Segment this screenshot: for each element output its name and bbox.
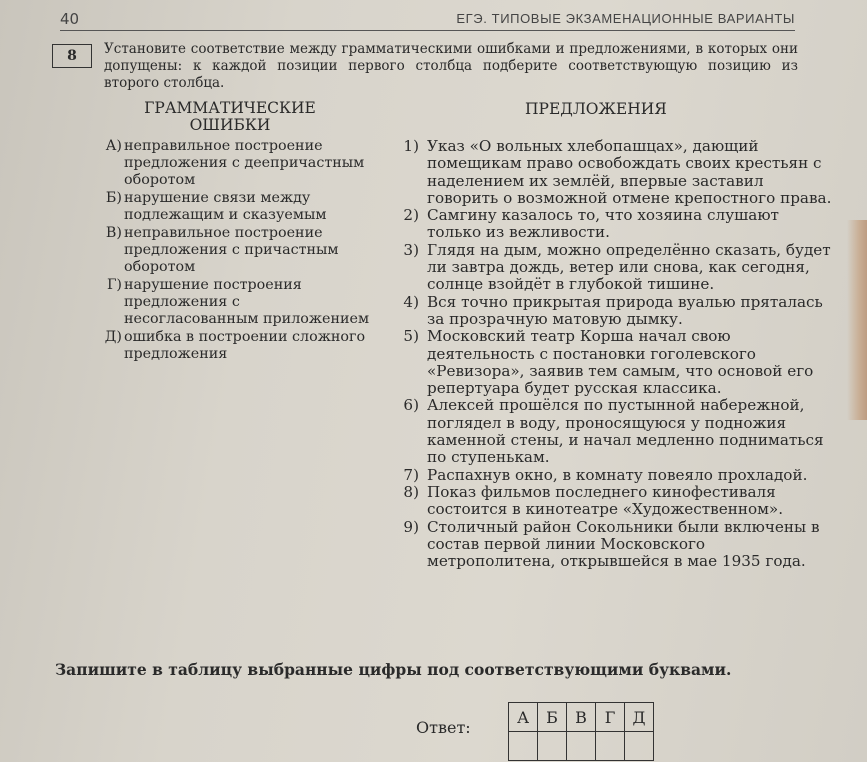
sentence-item bbox=[395, 484, 835, 519]
sentence-text: Московский театр Корша начал свою деятельность с постановки гоголевского «Ревизора», заявив тем самым, что основой его репертуара будет русская классика. bbox=[427, 327, 814, 398]
task-number-box: 8 bbox=[52, 44, 92, 68]
sentence-marker: 1) bbox=[403, 137, 419, 155]
answer-letter-cell: Д bbox=[625, 703, 654, 732]
sentence-item bbox=[395, 328, 835, 397]
sentence-text: Алексей прошёлся по пустынной набережной, поглядел в воду, проносящуюся у подножия каменной стены, и начал медленно подниматься по ступенькам. bbox=[427, 396, 824, 467]
sentence-marker: 3) bbox=[403, 240, 419, 259]
error-item-g bbox=[84, 277, 374, 328]
sentence-marker: 2) bbox=[403, 206, 419, 225]
error-text: ошибка в построении сложного предложения bbox=[124, 329, 366, 362]
error-item-b bbox=[84, 190, 374, 224]
sentence-item bbox=[395, 467, 835, 484]
answer-input-cell-a[interactable] bbox=[509, 732, 538, 761]
sentence-text: Вся точно прикрытая природа вуалью пряталась за прозрачную матовую дымку. bbox=[427, 292, 823, 328]
errors-column-heading: ГРАММАТИЧЕСКИЕ ОШИБКИ bbox=[144, 99, 316, 134]
sentence-marker: 7) bbox=[403, 465, 419, 484]
sentence-item bbox=[395, 397, 835, 466]
sentence-text: Глядя на дым, можно определённо сказать, будет ли завтра дождь, ветер или снова, как сегодня, солнце взойдёт в глубокой тишине. bbox=[427, 240, 831, 294]
sentence-item bbox=[395, 294, 835, 329]
error-marker: В) bbox=[105, 225, 122, 241]
sentence-text: Столичный район Сокольники были включены в состав первой линии Московского метрополитена, открывшейся в мае 1935 года. bbox=[427, 517, 820, 571]
answer-label: Ответ: bbox=[416, 718, 471, 737]
sentence-marker: 8) bbox=[403, 482, 419, 501]
sentence-text: Самгину казалось то, что хозяина слушают только из вежливости. bbox=[427, 206, 779, 242]
header-title: ЕГЭ. ТИПОВЫЕ ЭКЗАМЕНАЦИОННЫЕ ВАРИАНТЫ bbox=[456, 11, 795, 26]
error-marker: Д) bbox=[104, 329, 122, 345]
error-text: неправильное построение предложения с деепричастным оборотом bbox=[124, 138, 365, 188]
error-item-d bbox=[84, 329, 374, 363]
error-item-a bbox=[84, 138, 374, 189]
answer-letter-cell: В bbox=[567, 703, 596, 732]
page-edge-shadow bbox=[847, 220, 867, 420]
sentence-text: Распахнув окно, в комнату повеяло прохладой. bbox=[427, 465, 808, 484]
error-item-v bbox=[84, 225, 374, 276]
answer-letter-cell: Г bbox=[596, 703, 625, 732]
sentences-column-heading: ПРЕДЛОЖЕНИЯ bbox=[525, 100, 667, 118]
answer-input-cell-v[interactable] bbox=[567, 732, 596, 761]
answer-input-cell-d[interactable] bbox=[625, 732, 654, 761]
sentence-item bbox=[395, 207, 835, 242]
error-marker: А) bbox=[105, 138, 122, 154]
answer-letter-cell: Б bbox=[538, 703, 567, 732]
answer-table-header-row bbox=[509, 703, 654, 732]
sentence-marker: 6) bbox=[403, 396, 419, 415]
answer-input-cell-g[interactable] bbox=[596, 732, 625, 761]
page-number: 40 bbox=[60, 10, 80, 28]
sentences-list bbox=[395, 138, 835, 570]
answer-letter-cell: А bbox=[509, 703, 538, 732]
sentence-item bbox=[395, 519, 835, 571]
sentence-text: Показ фильмов последнего кинофестиваля состоится в кинотеатре «Художественном». bbox=[427, 482, 784, 519]
page-header bbox=[60, 8, 795, 31]
task-instruction: Установите соответствие между грамматическими ошибками и предложениями, в которых они допущены: к каждой позиции первого столбца подберите соответствующую позицию из второго столбца. bbox=[104, 41, 798, 91]
error-marker: Г) bbox=[106, 277, 122, 293]
answer-table-input-row bbox=[509, 732, 654, 761]
sentence-marker: 4) bbox=[403, 292, 419, 311]
errors-list bbox=[84, 138, 374, 364]
error-text: нарушение связи между подлежащим и сказуемым bbox=[124, 190, 327, 223]
answer-input-cell-b[interactable] bbox=[538, 732, 567, 761]
error-text: нарушение построения предложения с несогласованным приложением bbox=[124, 277, 370, 327]
sentence-item bbox=[395, 242, 835, 294]
answer-instruction: Запишите в таблицу выбранные цифры под соответствующими буквами. bbox=[55, 660, 732, 679]
error-text: неправильное построение предложения с причастным оборотом bbox=[124, 225, 339, 275]
sentence-text: Указ «О вольных хлебопашцах», дающий помещикам право освобождать своих крестьян с наделением их землёй, впервые заставил говорить о возможной отмене крепостного права. bbox=[427, 137, 832, 207]
sentence-marker: 5) bbox=[403, 327, 419, 346]
sentence-item bbox=[395, 138, 835, 207]
answer-table bbox=[508, 702, 654, 761]
error-marker: Б) bbox=[105, 190, 122, 206]
sentence-marker: 9) bbox=[403, 517, 419, 536]
